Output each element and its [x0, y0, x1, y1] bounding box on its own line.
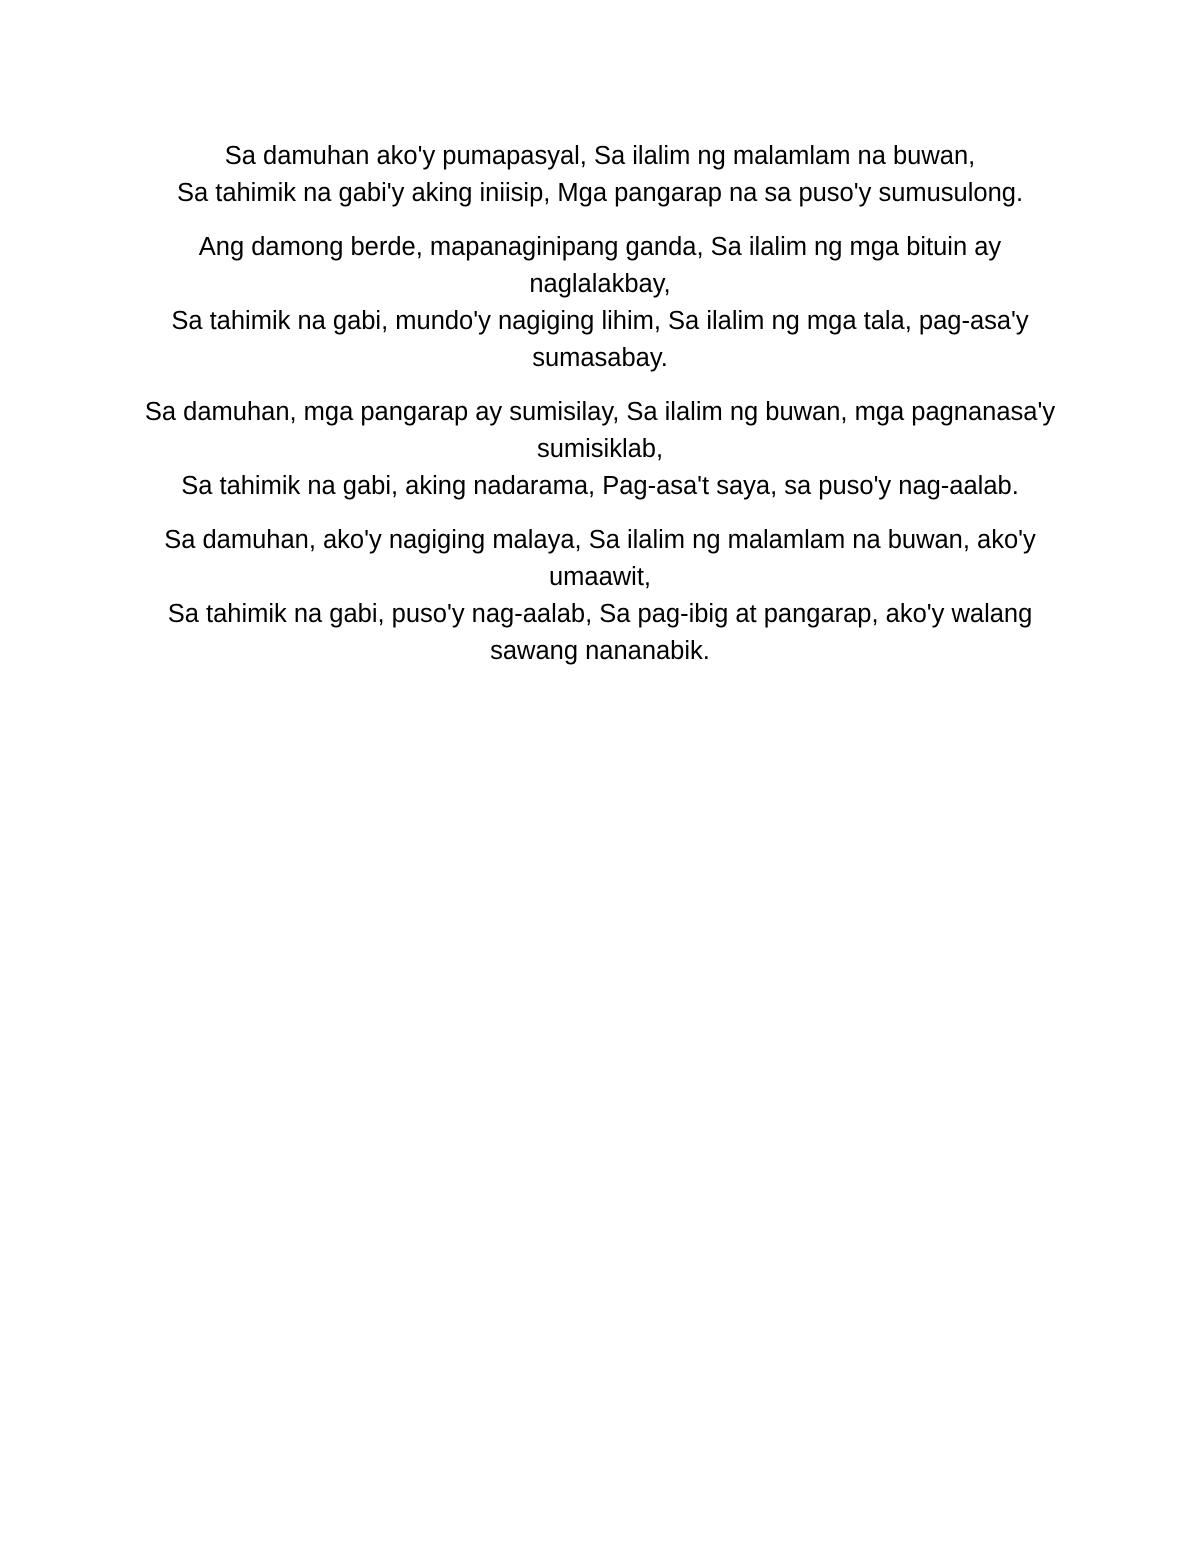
stanza-3: [140, 394, 1060, 505]
poem-body: [140, 138, 1060, 687]
poem-line: Ang damong berde, mapanaginipang ganda, Sa ilalim ng mga bituin ay naglalakbay,: [198, 233, 1002, 298]
poem-line: Sa damuhan, mga pangarap ay sumisilay, Sa ilalim ng buwan, mga pagnanasa'y sumisiklab,: [144, 398, 1056, 463]
poem-line: Sa damuhan, ako'y nagiging malaya, Sa ilalim ng malamlam na buwan, ako'y umaawit,: [164, 526, 1036, 591]
poem-line: Sa tahimik na gabi'y aking iniisip, Mga pangarap na sa puso'y sumusulong.: [176, 179, 1024, 207]
poem-line: Sa tahimik na gabi, aking nadarama, Pag-asa't saya, sa puso'y nag-aalab.: [181, 472, 1019, 500]
poem-line: Sa damuhan ako'y pumapasyal, Sa ilalim ng malamlam na buwan,: [224, 142, 976, 170]
poem-line: Sa tahimik na gabi, mundo'y nagiging lihim, Sa ilalim ng mga tala, pag-asa'y sumasabay.: [171, 307, 1029, 372]
stanza-4: [140, 522, 1060, 670]
poem-line: Sa tahimik na gabi, puso'y nag-aalab, Sa pag-ibig at pangarap, ako'y walang sawang nananabik.: [167, 600, 1033, 665]
stanza-2: [140, 229, 1060, 377]
stanza-1: [140, 138, 1060, 212]
